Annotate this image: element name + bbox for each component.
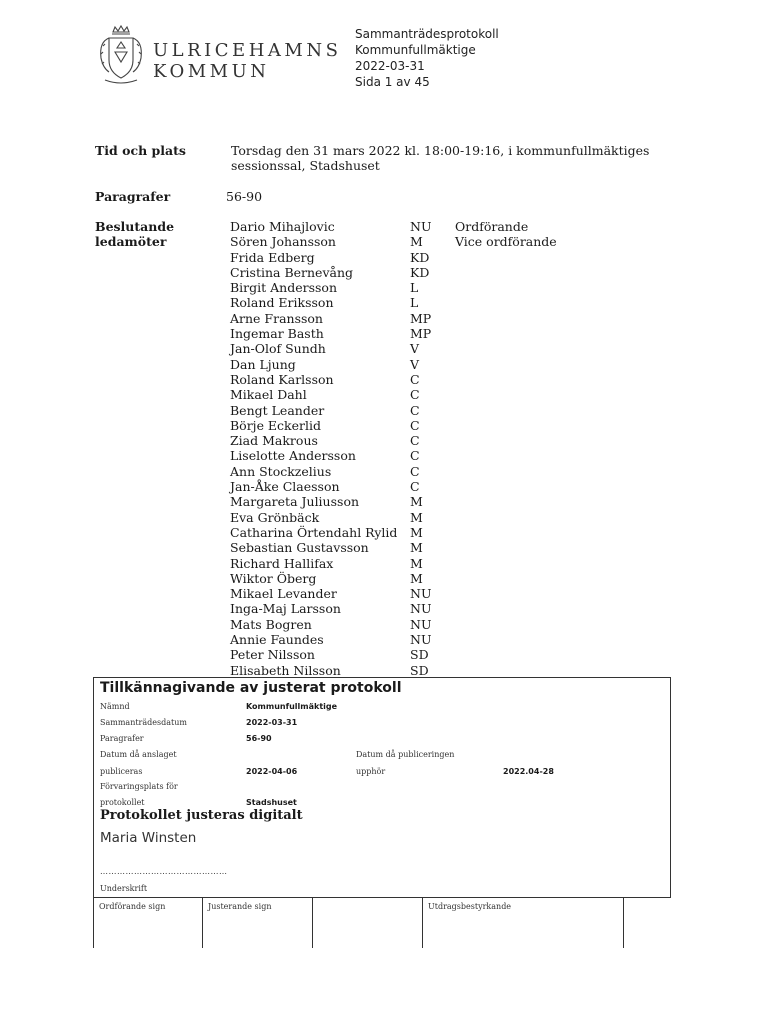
posted-label-line2: publiceras <box>100 767 143 776</box>
member-party: KD <box>410 249 430 265</box>
sign-row <box>93 898 624 948</box>
member-party: L <box>410 295 419 311</box>
coat-of-arms-icon <box>95 24 147 88</box>
member-party: MP <box>410 310 432 326</box>
member-name: Sören Johansson <box>230 234 336 250</box>
board-label: Nämnd <box>100 702 130 711</box>
member-party: NU <box>410 586 432 602</box>
member-party: M <box>410 494 423 510</box>
member-name: Mikael Levander <box>230 586 337 602</box>
time-place-value <box>231 143 649 173</box>
member-name: Catharina Örtendahl Rylid <box>230 524 398 540</box>
paragraphs-value: 56-90 <box>226 189 263 204</box>
chair-sign-label: Ordförande sign <box>99 902 166 911</box>
member-role: Vice ordförande <box>455 234 557 250</box>
removed-value: 2022.04-28 <box>503 767 554 776</box>
chair-sign-cell <box>93 898 203 948</box>
member-name: Wiktor Öberg <box>230 570 317 586</box>
member-party: V <box>410 341 420 357</box>
member-party: C <box>410 433 420 449</box>
member-name: Bengt Leander <box>230 402 325 418</box>
sign-row-right-border <box>623 898 624 948</box>
doc-date: 2022-03-31 <box>355 59 425 73</box>
notice-title: Tillkännagivande av justerat protokoll <box>100 680 402 696</box>
member-party: KD <box>410 264 430 280</box>
posted-value: 2022-04-06 <box>246 767 298 776</box>
logo-text-line1: ULRICEHAMNS <box>153 40 342 61</box>
storage-value: Stadshuset <box>246 798 297 807</box>
member-name: Mikael Dahl <box>230 387 307 403</box>
time-place-line2: sessionssal, Stadshuset <box>231 158 380 173</box>
paragraphs-label: Paragrafer <box>95 189 171 204</box>
time-place-label: Tid och plats <box>95 143 186 158</box>
posted-label-line1: Datum då anslaget <box>100 750 177 759</box>
signature-line: ……………………………………… <box>100 867 228 876</box>
logo-text-line2: KOMMUN <box>153 61 270 82</box>
digital-heading: Protokollet justeras digitalt <box>100 808 303 823</box>
meeting-date-label: Sammanträdesdatum <box>100 718 187 727</box>
members-label <box>95 219 174 250</box>
notice-paragraphs-value: 56-90 <box>246 734 272 743</box>
member-name: Elisabeth Nilsson <box>230 662 341 678</box>
member-name: Dario Mihajlovic <box>230 219 335 234</box>
adjuster-sign-cell <box>202 898 312 948</box>
member-name: Arne Fransson <box>230 310 323 326</box>
member-name: Mats Bogren <box>230 616 312 632</box>
members-label-line2: ledamöter <box>95 234 167 250</box>
member-name: Roland Karlsson <box>230 371 334 387</box>
member-name: Cristina Bernevång <box>230 264 354 280</box>
meeting-date-value: 2022-03-31 <box>246 718 298 727</box>
member-name: Jan-Åke Claesson <box>230 479 340 495</box>
member-name: Ziad Makrous <box>230 433 318 449</box>
notice-box <box>93 677 671 898</box>
signature-label: Underskrift <box>100 884 148 893</box>
member-name: Inga-Maj Larsson <box>230 601 341 617</box>
member-party: C <box>410 387 420 403</box>
municipality-logo <box>95 24 342 88</box>
member-party: MP <box>410 326 432 342</box>
member-name: Margareta Juliusson <box>230 494 360 510</box>
member-party: C <box>410 417 420 433</box>
page-number: Sida 1 av 45 <box>355 75 430 89</box>
member-party: C <box>410 463 420 479</box>
member-name: Roland Eriksson <box>230 295 334 311</box>
extract-cell <box>422 898 624 948</box>
member-name: Frida Edberg <box>230 249 315 265</box>
member-name: Liselotte Andersson <box>230 448 356 464</box>
member-name: Jan-Olof Sundh <box>230 341 326 357</box>
member-party: M <box>410 555 423 571</box>
member-party: NU <box>410 219 432 234</box>
member-party: V <box>410 356 420 372</box>
member-party: M <box>410 234 423 250</box>
member-party: NU <box>410 616 432 632</box>
member-name: Ingemar Basth <box>230 326 324 342</box>
member-name: Birgit Andersson <box>230 280 338 296</box>
member-party: M <box>410 509 423 525</box>
member-party: M <box>410 570 423 586</box>
member-name: Dan Ljung <box>230 356 296 372</box>
adjuster-sign-label: Justerande sign <box>208 902 272 911</box>
member-party: SD <box>410 647 429 663</box>
member-party: M <box>410 540 423 556</box>
member-name: Peter Nilsson <box>230 647 315 663</box>
member-party: NU <box>410 632 432 648</box>
member-party: NU <box>410 601 432 617</box>
time-place-line1: Torsdag den 31 mars 2022 kl. 18:00-19:16, i kommunfullmäktiges <box>231 143 650 158</box>
member-role: Ordförande <box>455 219 529 234</box>
member-name: Sebastian Gustavsson <box>230 540 369 556</box>
notice-paragraphs-label: Paragrafer <box>100 734 144 743</box>
removed-label-line1: Datum då publiceringen <box>356 750 455 759</box>
document-header <box>355 26 499 90</box>
member-party: C <box>410 371 420 387</box>
doc-body: Kommunfullmäktige <box>355 43 476 57</box>
member-party: C <box>410 479 420 495</box>
signer-name: Maria Winsten <box>100 830 197 846</box>
storage-label-line2: protokollet <box>100 798 145 807</box>
member-party: SD <box>410 662 429 678</box>
member-name: Annie Faundes <box>230 632 324 648</box>
member-party: M <box>410 524 423 540</box>
member-party: C <box>410 448 420 464</box>
doc-type: Sammanträdesprotokoll <box>355 27 499 41</box>
member-name: Ann Stockzelius <box>230 463 332 479</box>
member-party: C <box>410 402 420 418</box>
adjuster-sign-cell-2 <box>312 898 422 948</box>
member-name: Börje Eckerlid <box>230 417 322 433</box>
removed-label-line2: upphör <box>356 767 386 776</box>
member-name: Richard Hallifax <box>230 555 334 571</box>
member-party: L <box>410 280 419 296</box>
extract-label: Utdragsbestyrkande <box>428 902 512 911</box>
members-label-line1: Beslutande <box>95 219 175 234</box>
member-name: Eva Grönbäck <box>230 509 320 525</box>
board-value: Kommunfullmäktige <box>246 702 338 711</box>
storage-label-line1: Förvaringsplats för <box>100 782 178 791</box>
